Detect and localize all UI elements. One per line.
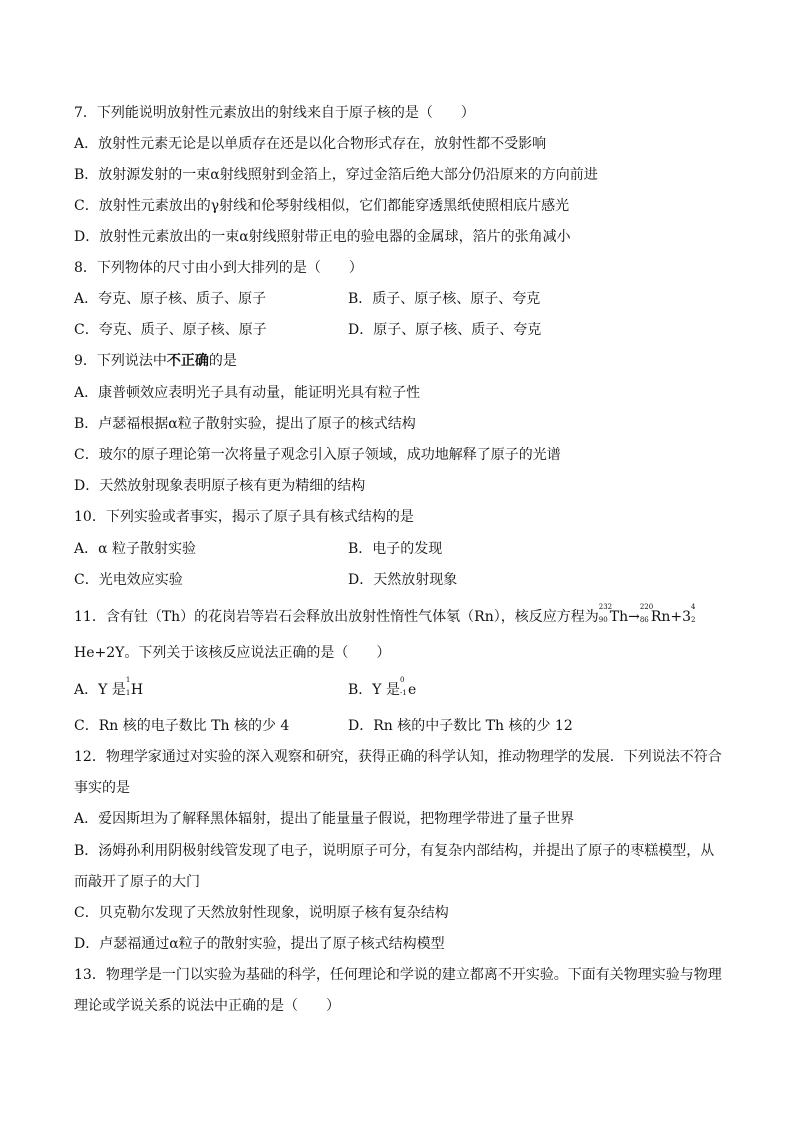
radon-nuclide: 220 86 Rn+3 [639,603,692,625]
q9-option-d: D．天然放射现象表明原子核有更为精细的结构 [74,478,366,494]
q8-stem: 8．下列物体的尺寸由小到大排列的是（ ） [74,260,363,276]
q9-stem [74,352,237,370]
q10-option-b: B．电子的发现 [348,541,443,557]
q11-option-a: A．Y 是 1 1 H [74,676,144,698]
q12-stem-line1: 12．物理学家通过对实验的深入观察和研究，获得正确的科学认知，推动物理学的发展．下列说法不符合 [74,749,722,765]
q11-option-b: B．Y 是 0 -1 e [348,676,417,698]
q11-stem-text: 11．含有钍（Th）的花岗岩等岩石会释放出放射性惰性气体氡（Rn），核反应方程为 [74,609,599,625]
q10-option-d: D．天然放射现象 [348,572,458,588]
q9-stem-bold: 不正确 [166,353,209,369]
helium-nuclide: 4 2 [691,603,696,624]
q7-stem: 7．下列能说明放射性元素放出的射线来自于原子核的是（ ） [74,105,475,121]
q12-option-d: D．卢瑟福通过α粒子的散射实验，提出了原子核式结构模型 [74,936,445,952]
q8-option-d: D．原子、原子核、质子、夸克 [348,322,542,338]
q7-option-b: B．放射源发射的一束α射线照射到金箔上，穿过金箔后绝大部分仍沿原来的方向前进 [74,167,598,183]
q12-option-c: C．贝克勒尔发现了天然放射性现象，说明原子核有复杂结构 [74,905,449,921]
q9-option-a: A．康普顿效应表明光子具有动量，能证明光具有粒子性 [74,385,421,401]
q9-option-b: B．卢瑟福根据α粒子散射实验，提出了原子的核式结构 [74,416,416,432]
q10-option-c: C．光电效应实验 [74,572,183,588]
thorium-nuclide: 232 90 Th→ [598,603,640,625]
q10-stem: 10．下列实验或者事实，揭示了原子具有核式结构的是 [74,509,414,525]
hydrogen-nuclide: 1 1 H [125,676,144,698]
q9-stem-suffix: 的是 [208,353,237,369]
q9-stem-prefix: 9．下列说法中 [74,353,167,369]
q7-option-d: D．放射性元素放出的一束α射线照射带正电的验电器的金属球，箔片的张角减小 [74,229,571,245]
q13-stem-line2: 理论或学说关系的说法中正确的是（ ） [74,998,340,1014]
q11-option-c: C．Rn 核的电子数比 Th 核的少 4 [74,718,290,734]
q12-option-b-line1: B．汤姆孙利用阴极射线管发现了电子，说明原子可分，有复杂内部结构，并提出了原子的枣糕模型，从 [74,843,715,859]
q12-stem-line2: 事实的是 [74,780,130,796]
q9-option-c: C．玻尔的原子理论第一次将量子观念引入原子领域，成功地解释了原子的光谱 [74,447,561,463]
q11-stem-line1 [74,603,696,626]
q8-option-b: B．质子、原子核、原子、夸克 [348,291,541,307]
q10-option-a: A．α 粒子散射实验 [74,541,197,557]
q11-option-d: D．Rn 核的中子数比 Th 核的少 12 [348,718,573,734]
electron-nuclide: 0 -1 e [399,676,417,698]
q12-option-a: A．爱因斯坦为了解释黑体辐射，提出了能量量子假说，把物理学带进了量子世界 [74,811,575,827]
q12-option-b-line2: 而敲开了原子的大门 [74,874,200,890]
q11-stem-line2: He+2Y。下列关于该核反应说法正确的是（ ） [74,645,391,661]
q8-option-a: A．夸克、原子核、质子、原子 [74,291,267,307]
q13-stem-line1: 13．物理学是一门以实验为基础的科学，任何理论和学说的建立都离不开实验。下面有关物理实验与物理 [74,967,722,983]
q7-option-c: C．放射性元素放出的γ射线和伦琴射线相似，它们都能穿透黑纸使照相底片感光 [74,198,570,214]
q8-option-c: C．夸克、质子、原子核、原子 [74,322,267,338]
q7-option-a: A．放射性元素无论是以单质存在还是以化合物形式存在，放射性都不受影响 [74,136,547,152]
